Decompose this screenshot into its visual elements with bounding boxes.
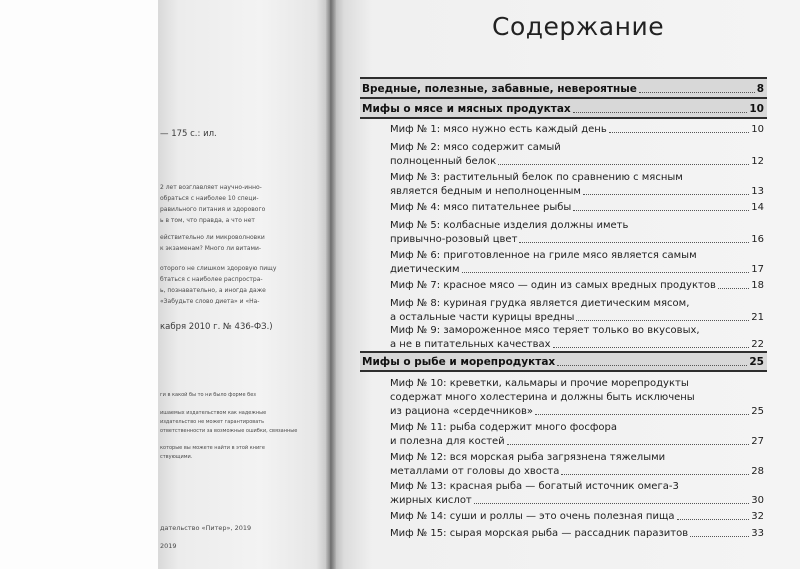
imprint-annotation-line: обраться с наиболее 10 специ- bbox=[160, 195, 259, 202]
toc-entry-title-line[interactable]: Миф № 5: колбасные изделия должны иметь bbox=[390, 220, 629, 231]
toc-page-number: 21 bbox=[751, 312, 764, 323]
toc-entry-title-line[interactable]: Миф № 3: растительный белок по сравнению с мясным bbox=[390, 172, 683, 183]
toc-entry-title: Миф № 15: сырая морская рыба — рассадник паразитов bbox=[390, 528, 689, 539]
toc-item-entry[interactable] bbox=[390, 339, 764, 350]
toc-entry-title-line[interactable]: Миф № 2: мясо содержит самый bbox=[390, 142, 561, 153]
imprint-notice-line: издательство не может гарантировать bbox=[160, 419, 265, 425]
imprint-notice-line: ги в какой бы то ни было форме без bbox=[160, 392, 256, 398]
imprint-publisher-line: дательство «Питер», 2019 bbox=[160, 524, 252, 532]
toc-entry-title: жирных кислот bbox=[390, 495, 472, 506]
dot-leader bbox=[718, 288, 749, 289]
toc-item-entry[interactable] bbox=[390, 528, 764, 539]
toc-item-entry[interactable] bbox=[390, 124, 764, 135]
imprint-pages-line: — 175 с.: ил. bbox=[160, 129, 217, 139]
toc-page-number: 22 bbox=[751, 339, 764, 350]
imprint-annotation-line: ействительно ли микроволновки bbox=[160, 234, 265, 241]
dot-leader bbox=[573, 112, 748, 113]
dot-leader bbox=[561, 474, 749, 475]
toc-entry-title-line[interactable]: Миф № 8: куриная грудка является диетическим мясом, bbox=[390, 298, 690, 309]
dot-leader bbox=[519, 242, 749, 243]
imprint-notice-line: ишаемых издательством как надежные bbox=[160, 410, 267, 416]
toc-entry-title: полноценный белок bbox=[390, 156, 497, 167]
imprint-notice-line: которые вы можете найти в этой книге bbox=[160, 445, 265, 451]
imprint-annotation-line: бтаться с наиболее распростра- bbox=[160, 276, 263, 283]
dot-leader bbox=[462, 272, 750, 273]
imprint-annotation-line: к экзаменам? Много ли витами- bbox=[160, 245, 262, 252]
toc-page-number: 16 bbox=[751, 234, 764, 245]
toc-item-entry[interactable] bbox=[390, 186, 764, 197]
toc-page-number: 8 bbox=[756, 83, 764, 95]
toc-section-entry[interactable] bbox=[362, 103, 764, 115]
dot-leader bbox=[639, 92, 755, 93]
dot-leader bbox=[507, 444, 750, 445]
dot-leader bbox=[677, 519, 750, 520]
toc-entry-title: Вредные, полезные, забавные, невероятные bbox=[362, 83, 637, 95]
toc-page-number: 25 bbox=[749, 356, 764, 368]
toc-item-entry[interactable] bbox=[390, 202, 764, 213]
toc-entry-title-line[interactable]: Миф № 6: приготовленное на гриле мясо является самым bbox=[390, 250, 697, 261]
section-rule bbox=[360, 370, 767, 372]
toc-entry-title: привычно-розовый цвет bbox=[390, 234, 518, 245]
toc-entry-title-line[interactable]: содержат много холестерина и должны быть исключены bbox=[390, 392, 695, 403]
toc-entry-title: Мифы о мясе и мясных продуктах bbox=[362, 103, 571, 115]
toc-entry-title: и полезна для костей bbox=[390, 436, 505, 447]
dot-leader bbox=[609, 132, 750, 133]
toc-page-number: 13 bbox=[751, 186, 764, 197]
dot-leader bbox=[535, 414, 749, 415]
dot-leader bbox=[553, 347, 750, 348]
dot-leader bbox=[557, 365, 747, 366]
toc-entry-title-line[interactable]: Миф № 13: красная рыба — богатый источник омега-3 bbox=[390, 481, 679, 492]
dot-leader bbox=[573, 210, 749, 211]
toc-page-number: 10 bbox=[751, 124, 764, 135]
toc-entry-title-line[interactable]: Миф № 10: креветки, кальмары и прочие морепродукты bbox=[390, 378, 689, 389]
toc-item-entry[interactable] bbox=[390, 511, 764, 522]
toc-page-number: 18 bbox=[751, 280, 764, 291]
toc-item-entry[interactable] bbox=[390, 312, 764, 323]
left-page bbox=[158, 0, 330, 569]
imprint-annotation-line: ь в том, что правда, а что нет bbox=[160, 217, 255, 224]
imprint-annotation-line: оторого не слишком здоровую пищу bbox=[160, 265, 277, 272]
imprint-notice-line: ответственности за возможные ошибки, связанные bbox=[160, 428, 298, 434]
dot-leader bbox=[690, 536, 749, 537]
imprint-annotation-line: 2 лет возглавляет научно-инно- bbox=[160, 184, 262, 191]
imprint-law-line: кабря 2010 г. № 436-ФЗ.) bbox=[160, 322, 273, 332]
toc-item-entry[interactable] bbox=[390, 466, 764, 477]
toc-entry-title: а не в питательных качествах bbox=[390, 339, 551, 350]
toc-item-entry[interactable] bbox=[390, 156, 764, 167]
toc-page-number: 14 bbox=[751, 202, 764, 213]
toc-page-number: 25 bbox=[751, 406, 764, 417]
toc-entry-title: Миф № 1: мясо нужно есть каждый день bbox=[390, 124, 607, 135]
toc-item-entry[interactable] bbox=[390, 436, 764, 447]
toc-entry-title: Миф № 4: мясо питательнее рыбы bbox=[390, 202, 572, 213]
section-rule bbox=[360, 117, 767, 119]
toc-page-number: 28 bbox=[751, 466, 764, 477]
imprint-annotation-line: «Забудьте слово диета» и «На- bbox=[160, 298, 260, 305]
toc-item-entry[interactable] bbox=[390, 280, 764, 291]
toc-entry-title: Мифы о рыбе и морепродуктах bbox=[362, 356, 556, 368]
dot-leader bbox=[498, 164, 749, 165]
toc-page-number: 12 bbox=[751, 156, 764, 167]
imprint-annotation-line: равильного питания и здорового bbox=[160, 206, 266, 213]
toc-entry-title: Миф № 7: красное мясо — один из самых вредных продуктов bbox=[390, 280, 716, 291]
toc-section-entry[interactable] bbox=[362, 356, 764, 368]
toc-item-entry[interactable] bbox=[390, 495, 764, 506]
toc-page-number: 32 bbox=[751, 511, 764, 522]
dot-leader bbox=[474, 503, 750, 504]
toc-entry-title: а остальные части курицы вредны bbox=[390, 312, 575, 323]
toc-item-entry[interactable] bbox=[390, 406, 764, 417]
book-spine-shadow bbox=[326, 0, 336, 569]
toc-title: Содержание bbox=[492, 12, 665, 41]
imprint-notice-line: ствующими. bbox=[160, 454, 193, 460]
toc-entry-title: из рациона «сердечников» bbox=[390, 406, 534, 417]
dot-leader bbox=[576, 320, 749, 321]
dot-leader bbox=[583, 194, 749, 195]
toc-entry-title: металлами от головы до хвоста bbox=[390, 466, 560, 477]
toc-page-number: 30 bbox=[751, 495, 764, 506]
toc-page-number: 17 bbox=[751, 264, 764, 275]
toc-page-number: 33 bbox=[751, 528, 764, 539]
toc-entry-title: диетическим bbox=[390, 264, 460, 275]
toc-page-number: 27 bbox=[751, 436, 764, 447]
toc-entry-title: Миф № 14: суши и роллы — это очень полезная пища bbox=[390, 511, 675, 522]
toc-entry-title-line[interactable]: Миф № 12: вся морская рыба загрязнена тяжелыми bbox=[390, 452, 666, 463]
toc-item-entry[interactable] bbox=[390, 234, 764, 245]
imprint-annotation-line: ь, познавательно, а иногда даже bbox=[160, 287, 266, 294]
toc-section-entry[interactable] bbox=[362, 83, 764, 95]
toc-entry-title: является бедным и неполноценным bbox=[390, 186, 581, 197]
toc-entry-title-line[interactable]: Миф № 9: замороженное мясо теряет только во вкусовых, bbox=[390, 325, 700, 336]
toc-entry-title-line[interactable]: Миф № 11: рыба содержит много фосфора bbox=[390, 422, 618, 433]
toc-item-entry[interactable] bbox=[390, 264, 764, 275]
imprint-year-line: 2019 bbox=[160, 542, 177, 550]
toc-page-number: 10 bbox=[749, 103, 764, 115]
